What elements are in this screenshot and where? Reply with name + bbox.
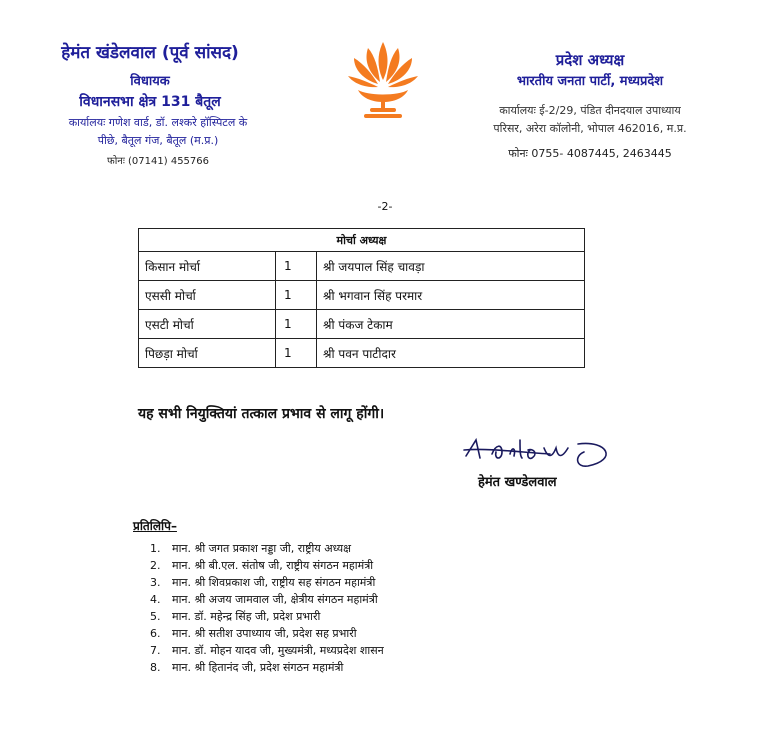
- table-row: [139, 252, 585, 281]
- list-text: मान. श्री सतीश उपाध्याय जी, प्रदेश सह प्रभारी: [172, 627, 357, 640]
- signature-image: [458, 430, 628, 472]
- party-president-title: प्रदेश अध्यक्ष: [555, 51, 625, 69]
- list-text: मान. श्री हितानंद जी, प्रदेश संगठन महामंत्री: [172, 661, 344, 674]
- effect-statement: यह सभी नियुक्तियां तत्काल प्रभाव से लागू होंगी।: [138, 406, 385, 422]
- list-item: [150, 608, 384, 625]
- sender-phone: फोनः (07141) 455766: [106, 156, 209, 167]
- count-cell: 1: [276, 252, 317, 281]
- signatory-name: हेमंत खण्डेलवाल: [478, 475, 557, 490]
- count-cell: 1: [276, 310, 317, 339]
- list-item: [150, 540, 384, 557]
- list-item: [150, 659, 384, 676]
- list-text: मान. डॉ. मोहन यादव जी, मुख्यमंत्री, मध्यप्रदेश शासन: [172, 644, 384, 657]
- list-item: [150, 625, 384, 642]
- sender-address-line2: पीछे, बैतूल गंज, बैतूल (म.प्र.): [97, 134, 219, 147]
- count-cell: 1: [276, 339, 317, 368]
- list-number: 7.: [150, 644, 161, 657]
- table-row: [139, 281, 585, 310]
- morcha-cell: पिछड़ा मोर्चा: [139, 339, 276, 368]
- list-text: मान. श्री शिवप्रकाश जी, राष्ट्रीय सह संगठन महामंत्री: [172, 576, 376, 589]
- count-cell: 1: [276, 281, 317, 310]
- list-text: मान. श्री बी.एल. संतोष जी, राष्ट्रीय संगठन महामंत्री: [172, 559, 374, 572]
- person-cell: श्री पंकज टेकाम: [317, 310, 585, 339]
- table-row: [139, 310, 585, 339]
- cc-heading: प्रतिलिपि–: [133, 519, 177, 533]
- list-number: 5.: [150, 610, 161, 623]
- table-row: [139, 339, 585, 368]
- table-heading: मोर्चा अध्यक्ष: [139, 229, 585, 252]
- cc-list: [150, 540, 384, 676]
- list-number: 4.: [150, 593, 161, 606]
- list-item: [150, 574, 384, 591]
- list-text: मान. श्री अजय जामवाल जी, क्षेत्रीय संगठन महामंत्री: [172, 593, 378, 606]
- table-header-row: [139, 229, 585, 252]
- list-number: 3.: [150, 576, 161, 589]
- list-item: [150, 591, 384, 608]
- person-cell: श्री भगवान सिंह परमार: [317, 281, 585, 310]
- morcha-cell: किसान मोर्चा: [139, 252, 276, 281]
- list-item: [150, 557, 384, 574]
- person-cell: श्री पवन पाटीदार: [317, 339, 585, 368]
- party-address-line2: परिसर, अरेरा कॉलोनी, भोपाल 462016, म.प्र.: [493, 122, 687, 135]
- sender-name: हेमंत खंडेलवाल (पूर्व सांसद): [61, 43, 239, 63]
- party-name: भारतीय जनता पार्टी, मध्यप्रदेश: [516, 74, 664, 89]
- party-phone: फोनः 0755- 4087445, 2463445: [508, 147, 672, 160]
- morcha-cell: एससी मोर्चा: [139, 281, 276, 310]
- list-number: 1.: [150, 542, 161, 555]
- sender-address-line1: कार्यालयः गणेश वार्ड, डॉ. लश्करे हॉस्पिटल के: [68, 116, 248, 129]
- list-number: 6.: [150, 627, 161, 640]
- list-number: 2.: [150, 559, 161, 572]
- list-text: मान. डॉ. महेन्द्र सिंह जी, प्रदेश प्रभारी: [172, 610, 321, 623]
- page-number: -2-: [377, 200, 393, 213]
- morcha-table: [138, 228, 585, 368]
- morcha-cell: एसटी मोर्चा: [139, 310, 276, 339]
- party-address-line1: कार्यालयः ई-2/29, पंडित दीनदयाल उपाध्याय: [499, 104, 681, 117]
- list-text: मान. श्री जगत प्रकाश नड्डा जी, राष्ट्रीय अध्यक्ष: [172, 542, 352, 555]
- list-item: [150, 642, 384, 659]
- list-number: 8.: [150, 661, 161, 674]
- lotus-logo-icon: [344, 36, 422, 122]
- sender-role: विधायक: [130, 74, 170, 89]
- person-cell: श्री जयपाल सिंह चावड़ा: [317, 252, 585, 281]
- sender-constituency: विधानसभा क्षेत्र 131 बैतूल: [79, 94, 221, 110]
